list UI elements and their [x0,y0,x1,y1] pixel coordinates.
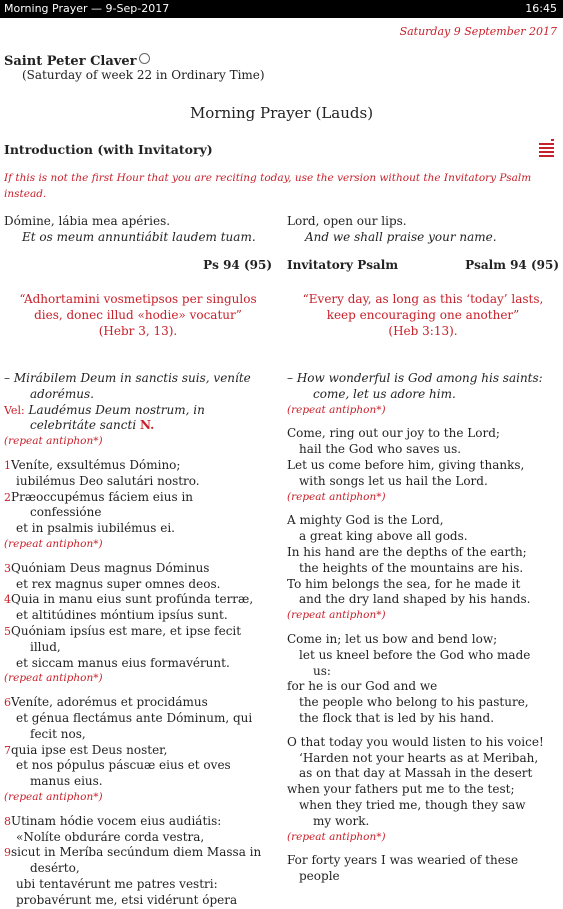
verse-line: sicut in Meríba secúndum diem Massa in [11,845,262,860]
verse-number: 6 [4,696,11,710]
verse-line: Veníte, adorémus et procidámus [11,695,208,710]
verse-line: with songs let us hail the Lord. [299,473,488,488]
verse-line: quia ipse est Deus noster, [11,742,168,757]
name-placeholder: N. [139,418,155,433]
epigraph-line: (Hebr 3, 13). [98,323,178,338]
verse-number: 3 [4,561,11,575]
verse-line: et génua flectámus ante Dóminum, qui [16,710,253,725]
latin-psalm-ref: Ps 94 (95) [203,258,272,272]
english-psalm-ref: Psalm 94 (95) [465,258,559,272]
menu-icon[interactable] [536,138,554,156]
verse-line: Quóniam ipsíus est mare, et ipse fecit [11,623,242,638]
opening-english [287,214,559,246]
verse-line: ubi tentavérunt me patres vestri: [16,876,218,891]
repeat-antiphon[interactable]: (repeat antiphon*) [287,609,386,622]
circle-checkbox-icon[interactable] [139,53,150,64]
verse-number: 8 [4,814,11,828]
english-psalm [287,371,559,885]
repeat-antiphon[interactable]: (repeat antiphon*) [287,830,386,843]
repeat-antiphon[interactable]: (repeat antiphon*) [4,672,103,685]
verse-line: fecit nos, [30,726,86,741]
response: Et os meum annuntiábit laudem tuam. [22,229,256,244]
status-bar [0,0,563,18]
verse-line: et siccam manus eius formavérunt. [16,655,230,670]
verse-line: when they tried me, though they saw [299,797,526,812]
verse-line: as on that day at Massah in the desert [299,766,533,781]
verse-number: 4 [4,593,11,607]
verse-line: ‘Harden not your hearts as at Meribah, [299,750,539,765]
verse-line: the flock that is led by his hand. [299,710,495,725]
verse-line: the heights of the mountains are his. [299,560,524,575]
verse-line: Utinam hódie vocem eius audiátis: [11,813,222,828]
saint-name: Saint Peter Claver [4,54,137,69]
opening-latin [4,214,272,246]
verse-line: and the dry land shaped by his hands. [299,592,531,607]
antiphon: – How wonderful is God among his saints: [287,371,543,385]
verse-line: et nos pópulus páscuæ eius et oves [16,758,231,773]
repeat-antiphon[interactable]: (repeat antiphon*) [4,537,103,550]
verse-line: probavérunt me, etsi vidérunt ópera [16,892,238,907]
antiphon: adorémus. [30,386,94,401]
alt-antiphon-text: celebritáte sancti [30,418,137,433]
verse-line: when your fathers put me to the test; [287,782,515,797]
verse-line: Quia in manu eius sunt profúnda terræ, [11,592,254,607]
alt-antiphon-cont [4,418,272,434]
repeat-antiphon[interactable]: (repeat antiphon*) [4,435,103,448]
verse-line: my work. [313,813,370,828]
epigraph-line: “Every day, as long as this ‘today’ lasts, [302,292,544,306]
verse-line: Come, ring out our joy to the Lord; [287,426,500,441]
verse-number: 2 [4,490,11,504]
versicle: Lord, open our lips. [287,214,407,228]
verse-number: 5 [4,624,11,638]
response: And we shall praise your name. [305,229,497,244]
verse-line: Quóniam Deus magnus Dóminus [11,560,210,575]
verse-line: confessióne [30,505,102,520]
verse-line: the people who belong to his pasture, [299,695,529,710]
latin-psalm [4,371,272,909]
verse-line: et in psalmis iubilémus ei. [16,521,175,536]
epigraph-line: “Adhortamini vosmetipsos per singulos [19,292,257,306]
date-label: Saturday 9 September 2017 [399,25,557,38]
versicle: Dómine, lábia mea apéries. [4,214,171,228]
repeat-antiphon[interactable]: (repeat antiphon*) [4,790,103,803]
verse-line: et altitúdines móntium ipsíus sunt. [16,608,228,623]
verse-line: illud, [30,639,61,654]
invitatory-label: Invitatory Psalm [287,258,399,272]
alt-antiphon-text: Laudémus Deum nostrum, in [28,402,205,417]
verse-line: desérto, [30,861,80,876]
verse-line: A mighty God is the Lord, [287,513,444,528]
rubric-note: If this is not the first Hour that you are reciting today, use the version without the Invitatory Psalm instead. [4,172,532,200]
verse-line: iubilémus Deo salutári nostro. [16,473,200,488]
epigraph-english [287,292,559,339]
verse-number: 1 [4,458,11,472]
antiphon: – Mirábilem Deum in sanctis suis, veníte [4,371,251,385]
verse-line: Præoccupémus fáciem eius in [11,489,194,504]
verse-line: hail the God who saves us. [299,442,462,457]
status-time: 16:45 [525,2,557,15]
repeat-antiphon[interactable]: (repeat antiphon*) [287,403,386,416]
verse-line: O that today you would listen to his voice! [287,734,544,749]
epigraph-latin [4,292,272,339]
epigraph-line: keep encouraging one another” [326,307,520,322]
verse-number: 7 [4,743,11,757]
verse-line: et rex magnus super omnes deos. [16,576,221,591]
verse-number: 9 [4,846,11,860]
alt-antiphon [4,403,272,419]
verse-line: let us kneel before the God who made [299,647,531,662]
verse-line: people [299,869,340,884]
verse-line: To him belongs the sea, for he made it [287,576,521,591]
liturgical-week: (Saturday of week 22 in Ordinary Time) [22,68,265,82]
verse-line: for he is our God and we [287,679,438,694]
verse-line: In his hand are the depths of the earth; [287,544,527,559]
verse-line: Let us come before him, giving thanks, [287,457,525,472]
page-title: Morning Prayer (Lauds) [189,104,374,122]
verse-line: Veníte, exsultémus Dómino; [11,457,181,472]
epigraph-line: (Heb 3:13). [388,323,458,338]
status-title: Morning Prayer — 9-Sep-2017 [4,2,170,15]
epigraph-line: dies, donec illud «hodie» vocatur” [34,307,242,322]
verse-line: us: [313,663,331,678]
repeat-antiphon[interactable]: (repeat antiphon*) [287,490,386,503]
verse-line: manus eius. [30,774,103,789]
antiphon: come, let us adore him. [313,386,456,401]
section-title: Introduction (with Invitatory) [4,142,213,157]
verse-line: a great king above all gods. [299,529,468,544]
saint-title [4,53,150,69]
verse-line: «Nolíte obduráre corda vestra, [16,829,205,844]
verse-line: Come in; let us bow and bend low; [287,631,498,646]
verse-line: For forty years I was wearied of these [287,853,519,868]
vel-label: Vel: [4,403,25,417]
